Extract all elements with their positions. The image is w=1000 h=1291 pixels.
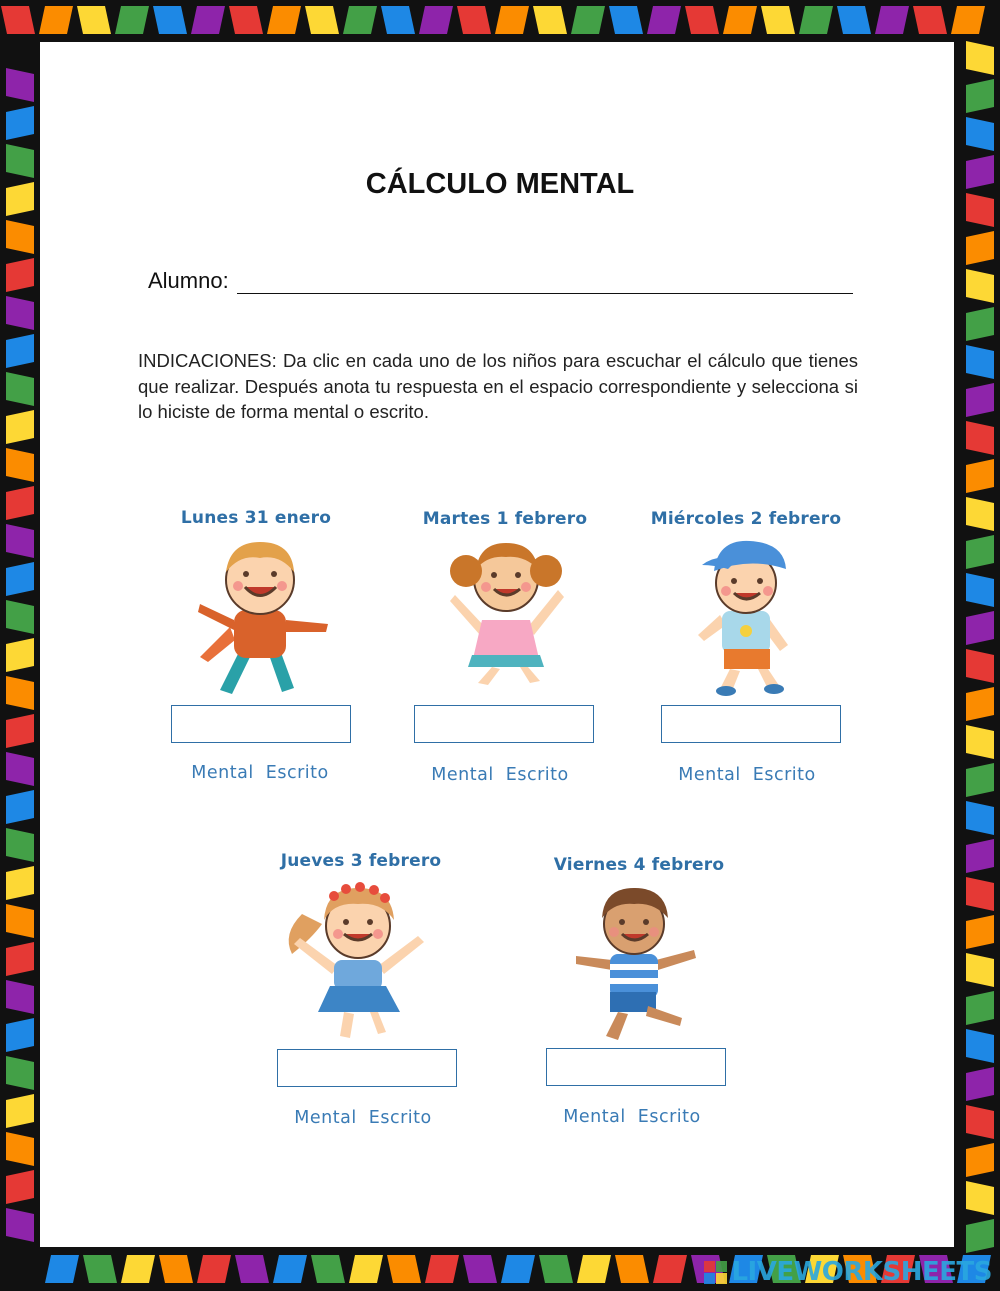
frame-tile <box>153 6 187 34</box>
frame-tile <box>966 231 994 265</box>
answer-input-lunes[interactable] <box>171 705 351 743</box>
mode-options-viernes <box>532 1107 732 1127</box>
answer-input-viernes[interactable] <box>546 1048 726 1086</box>
frame-tile <box>6 410 34 444</box>
frame-tile <box>1 6 35 34</box>
mental-option[interactable]: Mental <box>563 1107 626 1127</box>
written-option[interactable]: Escrito <box>265 763 329 783</box>
watermark-text: LIVEWORKSHEETS <box>731 1257 992 1287</box>
mode-options-lunes <box>160 763 360 783</box>
frame-tile <box>343 6 377 34</box>
student-name-line <box>237 271 853 294</box>
written-option[interactable]: Escrito <box>752 765 816 785</box>
frame-tile <box>6 334 34 368</box>
day-card-martes <box>390 509 620 529</box>
day-title: Lunes 31 enero <box>180 508 332 528</box>
frame-tile <box>419 6 453 34</box>
girl-pigtails-icon[interactable] <box>440 535 570 685</box>
mode-options-jueves <box>263 1108 463 1128</box>
mode-options-miercoles <box>647 765 847 785</box>
day-card-viernes <box>524 855 754 875</box>
written-option[interactable]: Escrito <box>505 765 569 785</box>
frame-tile <box>6 448 34 482</box>
frame-tile <box>267 6 301 34</box>
frame-tile <box>966 459 994 493</box>
answer-input-martes[interactable] <box>414 705 594 743</box>
day-card-miercoles <box>631 509 861 529</box>
frame-tile <box>6 220 34 254</box>
day-card-lunes <box>141 508 371 528</box>
mental-option[interactable]: Mental <box>294 1108 357 1128</box>
frame-tile <box>966 307 994 341</box>
instructions-text: INDICACIONES: Da clic en cada uno de los niños para escuchar el cálculo que tienes que realizar. Después anota tu respuesta en el espacio correspondiente y selecciona si lo hiciste de forma mental o escrito. <box>138 350 858 422</box>
boy-running-icon[interactable] <box>190 532 335 702</box>
frame-tile <box>305 6 339 34</box>
frame-tile <box>966 421 994 455</box>
student-label: Alumno: <box>148 268 229 293</box>
day-card-jueves <box>246 851 476 871</box>
answer-input-miercoles[interactable] <box>661 705 841 743</box>
frame-tile <box>966 383 994 417</box>
answer-input-jueves[interactable] <box>277 1049 457 1087</box>
frame-tile <box>381 6 415 34</box>
frame-tile <box>6 372 34 406</box>
student-name-row <box>148 262 853 294</box>
girl-flowers-icon[interactable] <box>282 874 434 1044</box>
mode-options-martes <box>400 765 600 785</box>
frame-tile <box>6 258 34 292</box>
frame-tile <box>966 79 994 113</box>
frame-tile <box>191 6 225 34</box>
frame-tile <box>966 345 994 379</box>
boy-curly-icon[interactable] <box>570 880 700 1045</box>
frame-tile <box>966 41 994 75</box>
day-title: Martes 1 febrero <box>422 509 588 529</box>
worksheet-title: CÁLCULO MENTAL <box>365 168 635 200</box>
day-title: Miércoles 2 febrero <box>650 509 842 529</box>
liveworksheets-logo-icon <box>704 1261 727 1284</box>
frame-tile <box>457 6 491 34</box>
mental-option[interactable]: Mental <box>678 765 741 785</box>
frame-tile <box>6 296 34 330</box>
written-option[interactable]: Escrito <box>637 1107 701 1127</box>
frame-tile <box>966 269 994 303</box>
written-option[interactable]: Escrito <box>368 1108 432 1128</box>
mental-option[interactable]: Mental <box>431 765 494 785</box>
mental-option[interactable]: Mental <box>191 763 254 783</box>
frame-tile <box>966 117 994 151</box>
day-title: Jueves 3 febrero <box>280 851 442 871</box>
day-title: Viernes 4 febrero <box>553 855 725 875</box>
liveworksheets-watermark <box>704 1257 992 1287</box>
frame-tile <box>229 6 263 34</box>
boy-cap-icon[interactable] <box>688 535 803 697</box>
